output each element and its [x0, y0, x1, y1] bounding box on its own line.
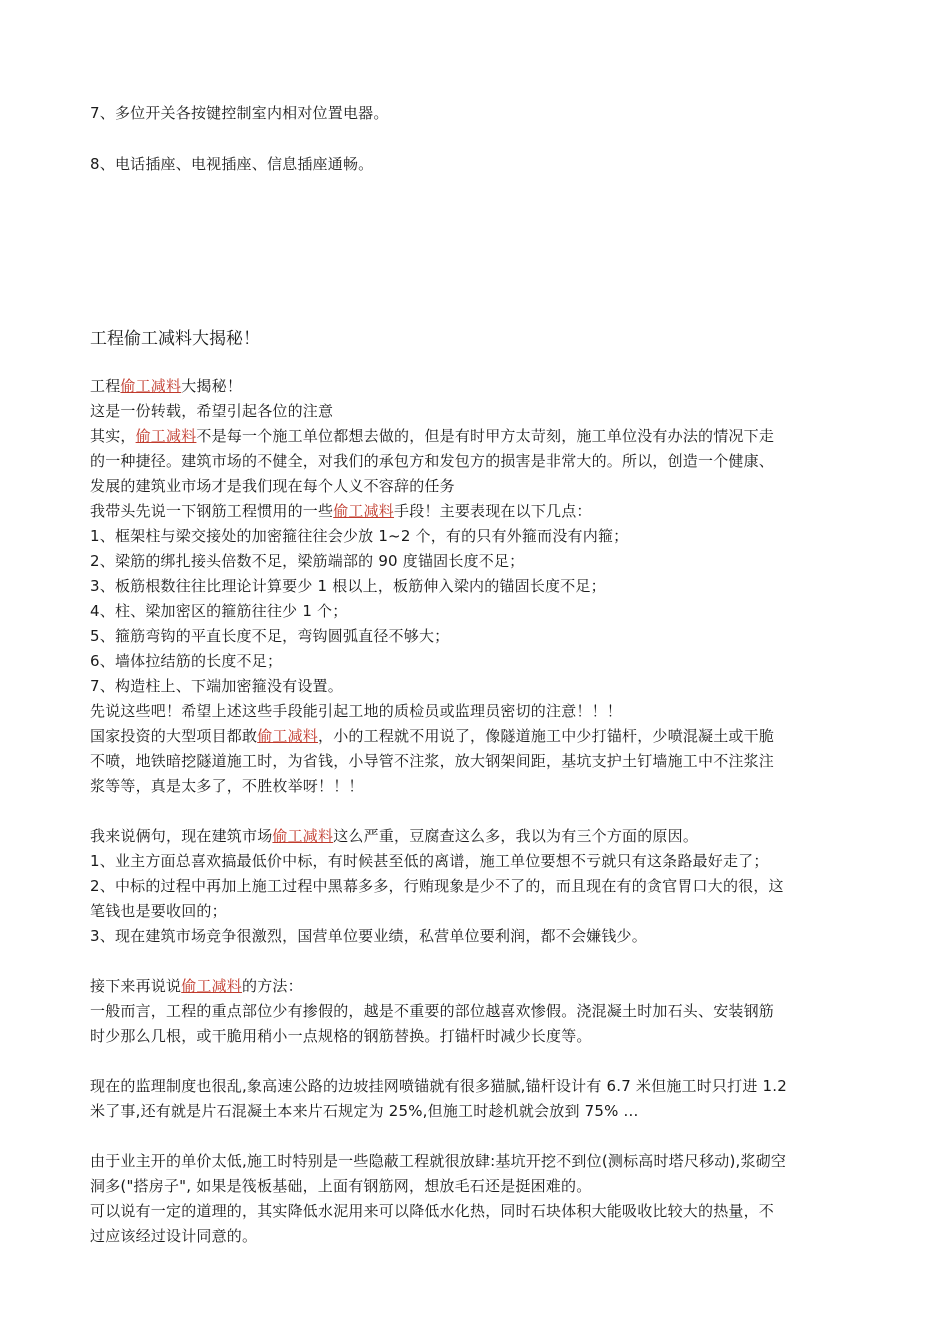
paragraph-line: 先说这些吧！希望上述这些手段能引起工地的质检员或监理员密切的注意！！！ — [90, 702, 623, 720]
text: 的方法： — [242, 977, 303, 995]
paragraph-line — [90, 501, 592, 521]
text: 手段！主要表现在以下几点： — [394, 502, 592, 520]
list-item: 7、构造柱上、下端加密箍没有设置。 — [90, 677, 343, 695]
paragraph-line: 过应该经过设计同意的。 — [90, 1227, 258, 1245]
keyword-link[interactable]: 偷工减料 — [120, 377, 182, 395]
text: 其实， — [90, 427, 136, 445]
paragraph-line: 一般而言，工程的重点部位少有掺假的，越是不重要的部位越喜欢惨假。浇混凝土时加石头、安装钢筋 — [90, 1002, 775, 1020]
text: 工程 — [90, 377, 121, 395]
text: 我带头先说一下钢筋工程惯用的一些 — [90, 502, 334, 520]
list-item: 3、板筋根数往往比理论计算要少 1 根以上，板筋伸入梁内的锚固长度不足； — [90, 577, 606, 595]
keyword-link[interactable]: 偷工减料 — [257, 727, 319, 745]
paragraph-line: 的一种捷径。建筑市场的不健全，对我们的承包方和发包方的损害是非常大的。所以，创造一个健康、 — [90, 452, 775, 470]
list-item: 4、柱、梁加密区的箍筋往往少 1 个； — [90, 602, 348, 620]
paragraph-line: 发展的建筑业市场才是我们现在每个人义不容辞的任务 — [90, 477, 455, 495]
text: 国家投资的大型项目都敢 — [90, 727, 258, 745]
text: 我来说俩句，现在建筑市场 — [90, 827, 273, 845]
text: 大揭秘！ — [181, 377, 243, 395]
article-heading: 工程偷工减料大揭秘！ — [90, 329, 260, 349]
paragraph-line: 可以说有一定的道理的，其实降低水泥用来可以降低水化热，同时石块体积大能吸收比较大的热量，不 — [90, 1202, 775, 1220]
list-item-7: 7、多位开关各按键控制室内相对位置电器。 — [90, 104, 389, 122]
keyword-link[interactable]: 偷工减料 — [135, 427, 197, 445]
repost-note: 这是一份转载，希望引起各位的注意 — [90, 402, 334, 420]
keyword-link[interactable]: 偷工减料 — [181, 977, 243, 995]
list-item: 2、中标的过程中再加上施工过程中黑幕多多，行贿现象是少不了的，而且现在有的贪官胃口大的很，这 — [90, 877, 784, 895]
list-item: 6、墙体拉结筋的长度不足； — [90, 652, 283, 670]
article-title-line — [90, 376, 242, 396]
paragraph-line: 由于业主开的单价太低,施工时特别是一些隐蔽工程就很放肆:基坑开挖不到位(测标高时塔尺移动),浆砌空 — [90, 1152, 787, 1170]
paragraph-line — [90, 976, 303, 996]
paragraph-line — [90, 726, 774, 746]
paragraph-line: 不喷，地铁暗挖隧道施工时，为省钱，小导管不注浆，放大钢架间距，基坑支护土钉墙施工中不注浆注 — [90, 752, 775, 770]
text: 不是每一个施工单位都想去做的，但是有时甲方太苛刻，施工单位没有办法的情况下走 — [196, 427, 775, 445]
paragraph-line: 浆等等，真是太多了，不胜枚举呀！！！ — [90, 777, 364, 795]
keyword-link[interactable]: 偷工减料 — [272, 827, 334, 845]
text: 这么严重，豆腐查这么多，我以为有三个方面的原因。 — [333, 827, 699, 845]
paragraph-line: 时少那么几根，或干脆用稍小一点规格的钢筋替换。打锚杆时减少长度等。 — [90, 1027, 592, 1045]
text: 接下来再说说 — [90, 977, 182, 995]
list-item: 1、框架柱与梁交接处的加密箍往往会少放 1~2 个，有的只有外箍而没有内箍； — [90, 527, 629, 545]
list-item: 5、箍筋弯钩的平直长度不足，弯钩圆弧直径不够大； — [90, 627, 450, 645]
paragraph-line: 米了事,还有就是片石混凝土本来片石规定为 25%,但施工时趁机就会放到 75% ... — [90, 1102, 639, 1120]
paragraph-line: 洞多("搭房子", 如果是筏板基础，上面有钢筋网，想放毛石还是挺困难的。 — [90, 1177, 592, 1195]
text: ，小的工程就不用说了，像隧道施工中少打锚杆，少喷混凝土或干脆 — [318, 727, 775, 745]
list-item: 2、梁筋的绑扎接头倍数不足，梁筋端部的 90 度锚固长度不足； — [90, 552, 525, 570]
paragraph-line — [90, 426, 774, 446]
paragraph-line: 现在的监理制度也很乱,象高速公路的边坡挂网喷锚就有很多猫腻,锚杆设计有 6.7 米但施工时只打进 1.2 — [90, 1077, 787, 1095]
keyword-link[interactable]: 偷工减料 — [333, 502, 395, 520]
list-item: 1、业主方面总喜欢搞最低价中标，有时候甚至低的离谱，施工单位要想不亏就只有这条路最好走了； — [90, 852, 769, 870]
list-item: 3、现在建筑市场竞争很激烈，国营单位要业绩，私营单位要利润，都不会嫌钱少。 — [90, 927, 647, 945]
list-item-8: 8、电话插座、电视插座、信息插座通畅。 — [90, 155, 374, 173]
paragraph-line — [90, 826, 698, 846]
list-item: 笔钱也是要收回的； — [90, 902, 227, 920]
